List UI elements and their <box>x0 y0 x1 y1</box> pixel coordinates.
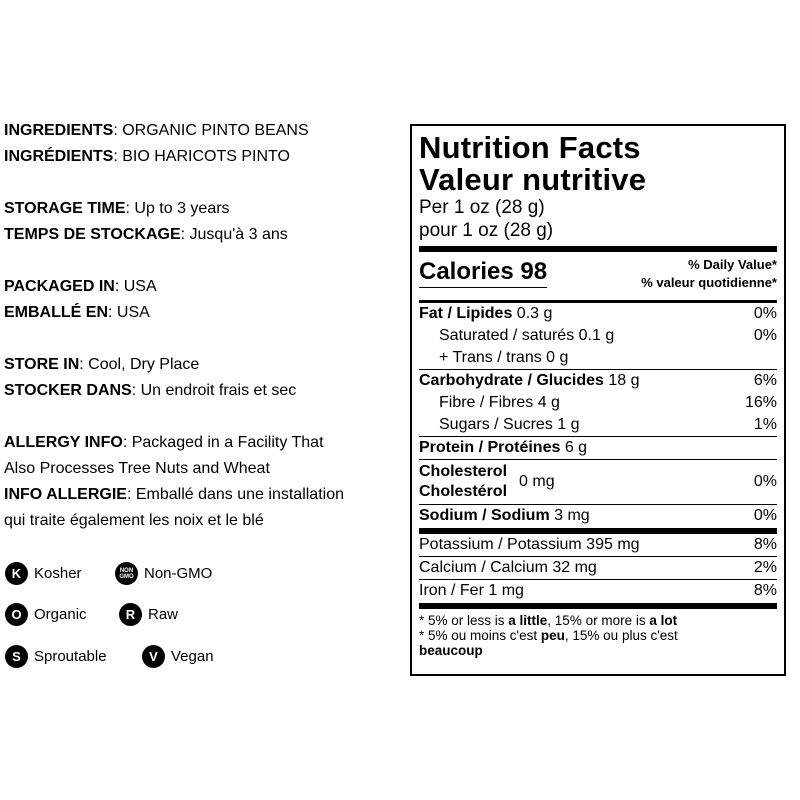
nutrition-facts-panel <box>410 124 786 676</box>
calcium-dv: 2% <box>753 559 777 576</box>
badge-kosher <box>5 562 82 585</box>
footnote-fr <box>419 628 777 643</box>
allergy-fr-line-1 <box>4 482 404 508</box>
sodium-dv: 0% <box>753 507 777 524</box>
fibre-label: Fibre / Fibres 4 g <box>439 394 560 411</box>
fat-amount: 0.3 g <box>512 305 553 322</box>
carbohydrate-row <box>419 370 777 392</box>
daily-value-en: % Daily Value* <box>688 257 777 272</box>
calcium-row <box>419 557 777 579</box>
badge-raw-label: Raw <box>148 606 179 623</box>
badge-kosher-label: Kosher <box>34 565 82 582</box>
protein-amount: 6 g <box>560 439 588 456</box>
allergy-value-1: : Packaged in a Facility That <box>122 434 324 451</box>
calories: Calories 98 <box>419 258 547 288</box>
fat-row <box>419 303 777 325</box>
sugars-label: Sugars / Sucres 1 g <box>439 416 580 433</box>
footnote-fr-bold-2: beaucoup <box>419 643 483 658</box>
sodium-row <box>419 505 777 527</box>
saturated-dv: 0% <box>753 327 777 344</box>
badge-sproutable <box>5 645 107 668</box>
non-gmo-icon-bottom: GMO <box>119 573 134 580</box>
store-block <box>4 352 404 404</box>
badge-raw <box>119 603 178 626</box>
allergy-block <box>4 430 404 534</box>
carbohydrate-label: Carbohydrate / Glucides <box>419 372 604 389</box>
organic-icon: O <box>5 603 28 626</box>
packaged-value: : USA <box>114 278 157 295</box>
sodium-label: Sodium / Sodium <box>419 507 550 524</box>
sugars-row <box>419 414 777 436</box>
storage-label: STORAGE TIME <box>4 200 126 217</box>
saturated-row <box>419 325 777 347</box>
allergy-value-2: Also Processes Tree Nuts and Wheat <box>4 460 270 477</box>
daily-value-fr: % valeur quotidienne* <box>641 275 777 290</box>
potassium-label: Potassium / Potassium 395 mg <box>419 536 640 553</box>
nutrition-title-fr: Valeur nutritive <box>419 162 647 197</box>
storage-fr-value: : Jusqu'à 3 ans <box>180 226 288 243</box>
cholesterol-label-fr: Cholestérol <box>419 483 508 500</box>
cholesterol-row <box>419 460 777 504</box>
footnote-en-bold-2: a lot <box>649 613 678 628</box>
carbohydrate-dv: 6% <box>753 372 777 389</box>
store-fr-line <box>4 378 404 404</box>
cholesterol-amount: 0 mg <box>519 473 555 490</box>
sugars-dv: 1% <box>753 416 777 433</box>
ingredients-label: INGREDIENTS <box>4 122 114 139</box>
footnote-en-text-1: * 5% or less is <box>419 613 509 628</box>
allergy-fr-label: INFO ALLERGIE <box>4 486 127 503</box>
serving-size-en: Per 1 oz (28 g) <box>419 197 545 218</box>
trans-row <box>419 347 777 369</box>
ingredients-line <box>4 118 404 144</box>
daily-value-header <box>641 256 777 292</box>
allergy-fr-value-2: qui traite également les noix et le blé <box>4 512 264 529</box>
packaged-fr-line <box>4 300 404 326</box>
badge-vegan <box>142 645 214 668</box>
cholesterol-dv: 0% <box>753 473 777 490</box>
iron-label: Iron / Fer 1 mg <box>419 582 524 599</box>
allergy-label: ALLERGY INFO <box>4 434 123 451</box>
fibre-dv: 16% <box>744 394 777 411</box>
calcium-label: Calcium / Calcium 32 mg <box>419 559 597 576</box>
footnote-en-text-2: , 15% or more is <box>547 613 650 628</box>
fibre-row <box>419 392 777 414</box>
carbohydrate-amount: 18 g <box>603 372 640 389</box>
iron-row <box>419 580 777 602</box>
badge-non-gmo-label: Non-GMO <box>144 565 213 582</box>
non-gmo-icon-top: NON <box>119 567 134 574</box>
storage-line <box>4 196 404 222</box>
ingredients-fr-line <box>4 144 404 170</box>
trans-label: + Trans / trans 0 g <box>439 349 569 366</box>
kosher-icon: K <box>5 562 28 585</box>
store-fr-value: : Un endroit frais et sec <box>131 382 297 399</box>
sodium-amount: 3 mg <box>549 507 590 524</box>
footnote-en <box>419 613 777 628</box>
badge-non-gmo <box>115 562 212 585</box>
non-gmo-icon <box>115 562 138 585</box>
badge-organic <box>5 603 87 626</box>
packaged-fr-label: EMBALLÉ EN <box>4 304 108 321</box>
fat-dv: 0% <box>753 305 777 322</box>
vegan-icon: V <box>142 645 165 668</box>
product-info <box>4 118 404 560</box>
storage-value: : Up to 3 years <box>125 200 230 217</box>
potassium-row <box>419 534 777 556</box>
packaged-fr-value: : USA <box>108 304 150 321</box>
packaged-line <box>4 274 404 300</box>
protein-label: Protein / Protéines <box>419 439 561 456</box>
footnote-fr-last <box>419 643 777 658</box>
cholesterol-label-en: Cholesterol <box>419 463 508 480</box>
ingredients-fr-label: INGRÉDIENTS <box>4 148 114 165</box>
saturated-label: Saturated / saturés 0.1 g <box>439 327 615 344</box>
nutrition-title-en: Nutrition Facts <box>419 130 641 165</box>
calories-row <box>419 252 777 300</box>
store-label: STORE IN <box>4 356 80 373</box>
storage-fr-line <box>4 222 404 248</box>
footnote-fr-bold-1: peu <box>540 628 565 643</box>
raw-icon: R <box>119 603 142 626</box>
badge-organic-label: Organic <box>34 606 87 623</box>
badge-sproutable-label: Sproutable <box>34 648 107 665</box>
serving-size-fr: pour 1 oz (28 g) <box>419 220 554 241</box>
allergy-fr-value-1: : Emballé dans une installation <box>126 486 344 503</box>
footnote-en-bold-1: a little <box>508 613 548 628</box>
storage-fr-label: TEMPS DE STOCKAGE <box>4 226 181 243</box>
footnote-fr-text-1: * 5% ou moins c'est <box>419 628 541 643</box>
sproutable-icon: S <box>5 645 28 668</box>
ingredients-block <box>4 118 404 170</box>
packaged-block <box>4 274 404 326</box>
footnote <box>419 609 777 658</box>
ingredients-fr-value: : BIO HARICOTS PINTO <box>113 148 290 165</box>
protein-row <box>419 437 777 459</box>
badge-vegan-label: Vegan <box>171 648 214 665</box>
potassium-dv: 8% <box>753 536 777 553</box>
store-value: : Cool, Dry Place <box>79 356 200 373</box>
store-fr-label: STOCKER DANS <box>4 382 132 399</box>
footnote-fr-text-2: , 15% ou plus c'est <box>564 628 678 643</box>
packaged-label: PACKAGED IN <box>4 278 115 295</box>
store-line <box>4 352 404 378</box>
allergy-line-1 <box>4 430 404 456</box>
iron-dv: 8% <box>753 582 777 599</box>
ingredients-value: : ORGANIC PINTO BEANS <box>113 122 309 139</box>
storage-block <box>4 196 404 248</box>
fat-label: Fat / Lipides <box>419 305 513 322</box>
